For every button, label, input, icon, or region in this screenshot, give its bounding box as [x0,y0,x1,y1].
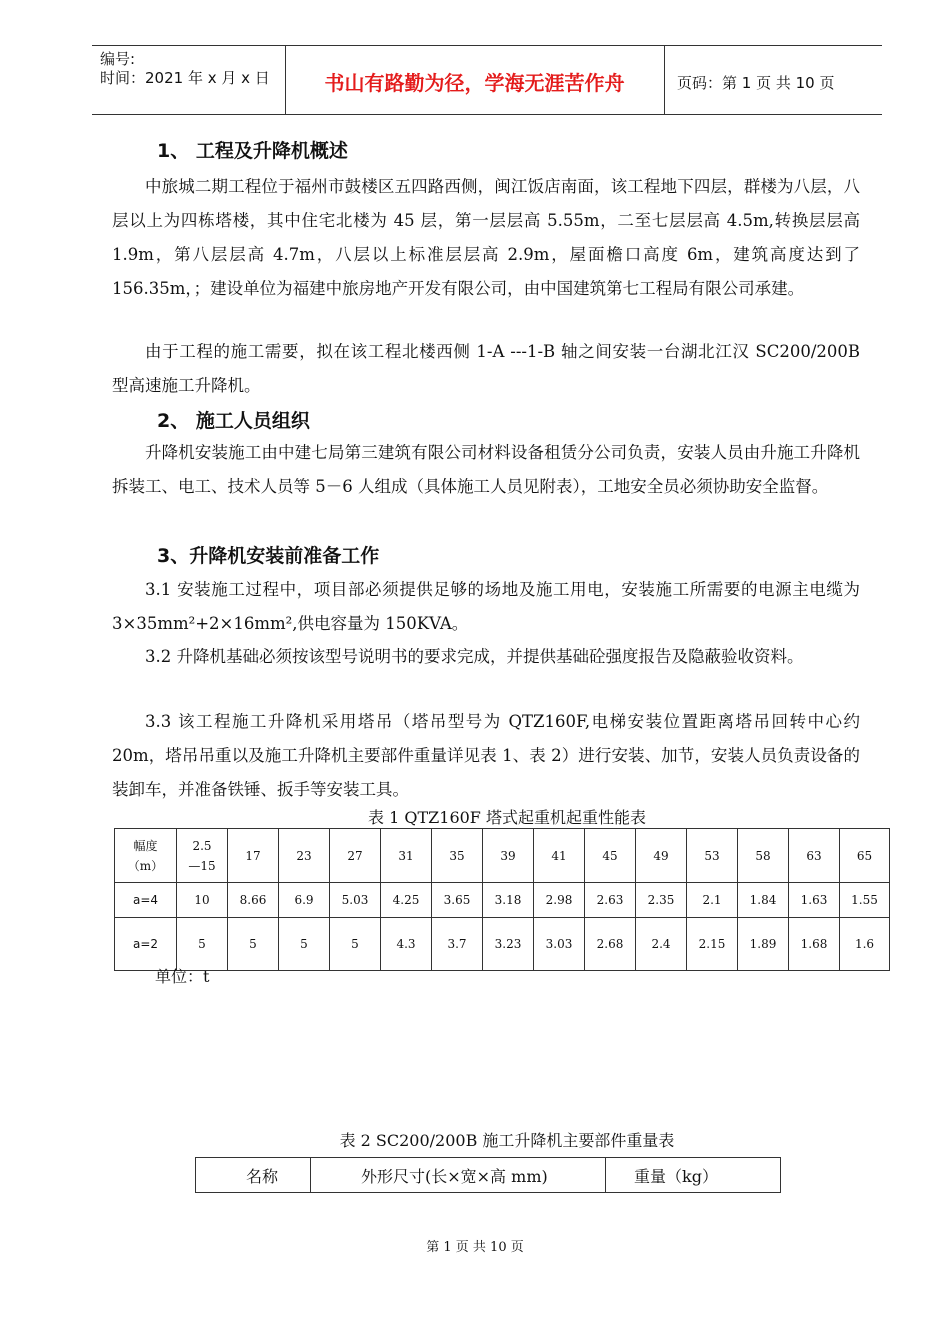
table-cell: 3.18 [483,883,534,918]
table-header-cell: 31 [381,829,432,883]
table-cell: 5 [279,918,330,971]
table-header-cell: 63 [789,829,840,883]
table-cell: 5 [330,918,381,971]
paragraph-tower-crane: 3.3 该工程施工升降机采用塔吊（塔吊型号为 QTZ160F,电梯安装位置距离塔吊回转中心约 20m，塔吊吊重以及施工升降机主要部件重量详见表 1、表 2）进行安装、加节，安装人员负责设备的装卸车，并准备铁锤、扳手等安装工具。 [112,712,860,799]
table-row [115,829,890,883]
table-header-cell: 2.5 —15 [177,829,228,883]
table-cell: 2.98 [534,883,585,918]
header-divider [285,46,286,114]
section-heading-overview: 1、 工程及升降机概述 [157,140,348,162]
page-footer: 第 1 页 共 10 页 [426,1240,524,1255]
component-weight-table [195,1157,781,1193]
table-cell: 1.55 [840,883,890,918]
table2-caption: 表 2 SC200/200B 施工升降机主要部件重量表 [339,1131,675,1150]
paragraph-installation-plan: 由于工程的施工需要，拟在该工程北楼西侧 1-A ---1-B 轴之间安装一台湖北江汉 SC200/200B 型高速施工升降机。 [112,342,860,395]
table-cell: 5 [228,918,279,971]
paragraph-personnel: 升降机安装施工由中建七局第三建筑有限公司材料设备租赁分公司负责，安装人员由升施工升降机拆装工、电工、技术人员等 5－6 人组成（具体施工人员见附表），工地安全员必须协助安全监督。 [112,443,860,496]
table-header-cell: 41 [534,829,585,883]
table-cell: 8.66 [228,883,279,918]
paragraph-foundation: 3.2 升降机基础必须按该型号说明书的要求完成，并提供基础砼强度报告及隐蔽验收资料。 [145,647,804,666]
table-cell: 4.25 [381,883,432,918]
paragraph-project-overview: 中旅城二期工程位于福州市鼓楼区五四路西侧，闽江饭店南面，该工程地下四层，群楼为八层，八层以上为四栋塔楼，其中住宅北楼为 45 层，第一层层高 5.55m，二至七层层高 4.5m,转换层层高 1.9m，第八层层高 4.7m，八层以上标准层层高 2.9m，屋面檐口高度 6m，建筑高度达到了 156.35m，；建设单位为福建中旅房地产开发有限公司，由中国建筑第七工程局有限公司承建。 [112,177,860,298]
table-header-cell: 35 [432,829,483,883]
table-header-cell: 23 [279,829,330,883]
table-header-cell: 17 [228,829,279,883]
document-time-label: 时间：2021 年 x 月 x 日 [100,69,270,87]
table-cell: 4.3 [381,918,432,971]
table-header-cell: 49 [636,829,687,883]
table-header-cell: 45 [585,829,636,883]
table-cell: 2.35 [636,883,687,918]
table-cell: 2.63 [585,883,636,918]
table-row-label: a=4 [115,883,177,918]
header-page-number: 页码：第 1 页 共 10 页 [677,74,835,92]
table-cell: 3.23 [483,918,534,971]
header-motto: 书山有路勤为径，学海无涯苦作舟 [324,71,625,95]
table-row [196,1158,781,1193]
table-header-cell: 58 [738,829,789,883]
header-meta [100,50,270,88]
table-row-label: a=2 [115,918,177,971]
table-header-cell: 39 [483,829,534,883]
table-cell: 3.65 [432,883,483,918]
table-header-cell: 27 [330,829,381,883]
table-row [115,918,890,971]
table-cell: 3.03 [534,918,585,971]
table1-caption: 表 1 QTZ160F 塔式起重机起重性能表 [368,808,646,827]
section-heading-personnel: 2、 施工人员组织 [157,410,310,432]
table-cell: 10 [177,883,228,918]
table-cell: 5 [177,918,228,971]
document-number-label: 编号: [100,50,136,68]
table1-unit-note: 单位：t [155,967,210,986]
table-cell: 1.68 [789,918,840,971]
table-header-cell: 65 [840,829,890,883]
section-heading-preparation: 3、升降机安装前准备工作 [157,545,380,567]
table-cell: 1.63 [789,883,840,918]
paragraph-power-supply: 3.1 安装施工过程中，项目部必须提供足够的场地及施工用电，安装施工所需要的电源主电缆为 3×35mm²+2×16mm²,供电容量为 150KVA。 [112,580,860,633]
table-cell: 1.6 [840,918,890,971]
header-divider [664,46,665,114]
table-cell: 2.1 [687,883,738,918]
table-cell: 2.15 [687,918,738,971]
table-row [115,883,890,918]
page-header [92,45,882,115]
table-header-cell: 重量（kg） [606,1158,781,1193]
crane-capacity-table [114,828,890,971]
table-cell: 1.84 [738,883,789,918]
table-cell: 2.4 [636,918,687,971]
table-header-cell: 名称 [196,1158,311,1193]
table-cell: 2.68 [585,918,636,971]
table-cell: 6.9 [279,883,330,918]
table-cell: 1.89 [738,918,789,971]
table-header-cell: 53 [687,829,738,883]
table-cell: 3.7 [432,918,483,971]
table-cell: 5.03 [330,883,381,918]
table-header-cell: 外形尺寸(长×宽×高 mm) [311,1158,606,1193]
table-header-cell: 幅度 （m） [115,829,177,883]
